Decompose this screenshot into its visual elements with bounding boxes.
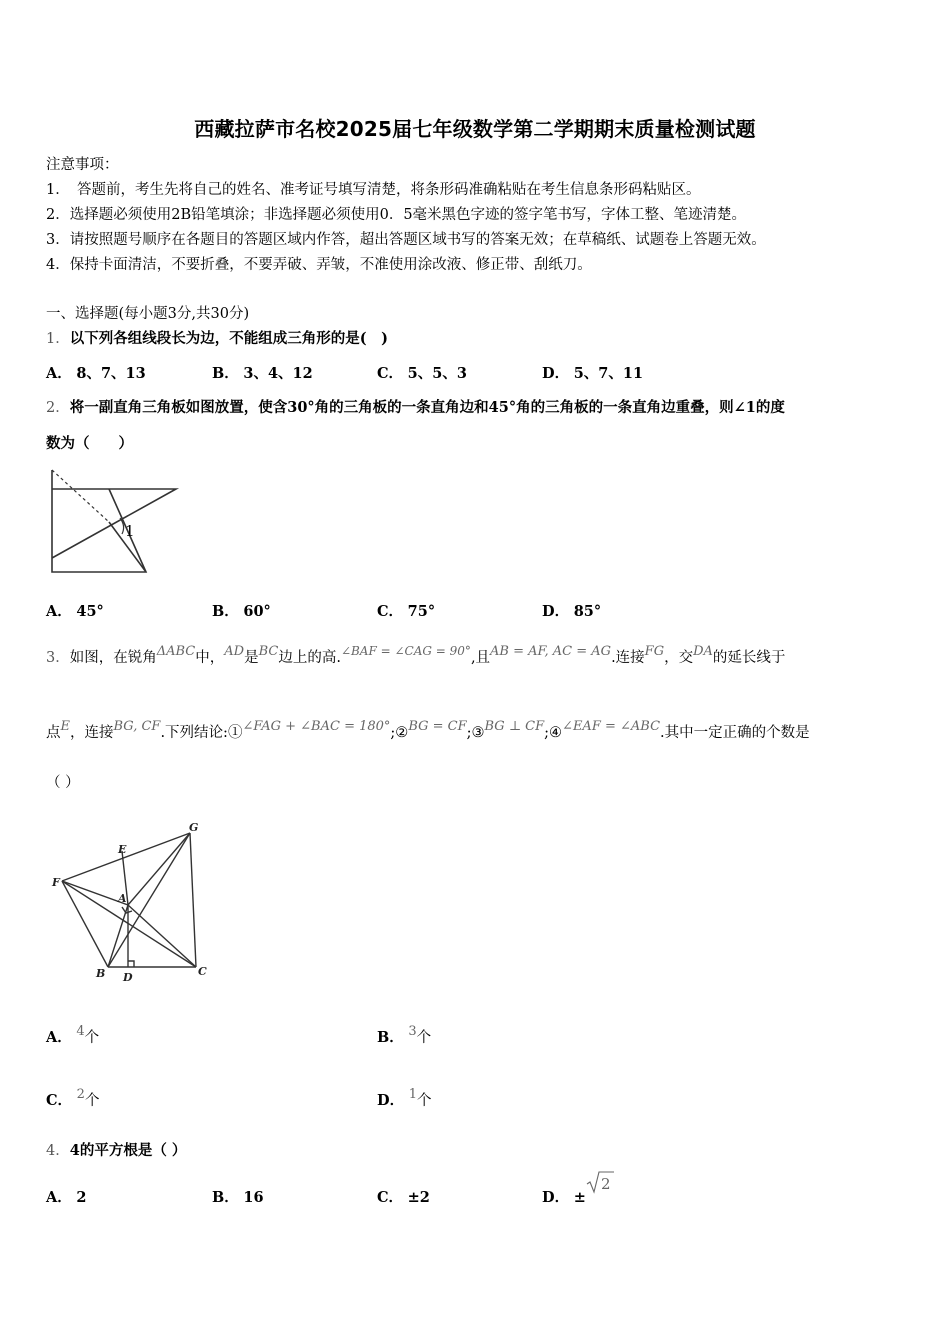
option-unit: 个 [84,1093,100,1109]
math-conclusion-2: BG = CF [408,719,467,734]
triangle-30 [52,470,146,572]
option-label: C． [377,1189,404,1206]
q1-option-c[interactable] [377,362,467,383]
q3-figure [44,815,219,990]
page-title: 西藏拉萨市名校2025届七年级数学第二学期期末质量检测试题 [194,117,756,141]
option-label: B． [212,603,239,620]
math-ad: AD [224,644,245,659]
segment-gc [190,833,196,967]
q3-option-a[interactable] [46,1026,99,1047]
option-value: 60° [243,603,271,620]
notice-heading: 注意事项： [46,157,119,173]
option-label: A． [46,603,72,620]
text-run: 点 [46,725,61,741]
math-conclusion-1: ∠FAG + ∠BAC = 180° [242,719,391,734]
question-2-continued: 数为（ ） [46,435,133,452]
q4-option-d[interactable] [542,1186,586,1207]
q1-option-b[interactable] [212,362,313,383]
text-run: ;③ [466,725,485,741]
text-run: 中， [195,650,225,666]
text-run: 的延长线于 [712,650,786,666]
segment-ag [128,833,190,905]
math-e: E [60,719,70,734]
label-c: C [198,965,207,978]
q4-option-b[interactable] [212,1186,264,1207]
option-value: 3、4、12 [243,365,313,382]
option-value: 75° [407,603,436,620]
text-run: ;④ [544,725,563,741]
option-value: ±2 [407,1189,430,1206]
text-run: .连接 [611,650,645,666]
text-run: 是 [244,650,259,666]
math-fg: FG [644,644,665,659]
option-number: 4 [76,1024,85,1039]
text-run: 边上的高. [278,650,341,666]
q4-option-a[interactable] [46,1186,86,1207]
question-number: 1． [46,331,70,347]
question-1 [46,327,388,348]
question-text: 4的平方根是（ ） [69,1142,187,1159]
question-text: 将一副直角三角板如图放置，使含30°角的三角板的一条直角边和45°角的三角板的一条直角边重叠，则∠1的度 [69,399,785,416]
math-da: DA [693,644,713,659]
q2-option-a[interactable] [46,600,104,621]
option-label: B． [377,1029,404,1046]
notice-item-1: 1． 答题前，考生先将自己的姓名、准考证号填写清楚，将条形码准确粘贴在考生信息条形码粘贴区。 [46,182,701,198]
option-label: C． [46,1092,73,1109]
option-label: C． [377,365,404,382]
label-d: D [123,971,133,984]
option-label: A． [46,1189,72,1206]
segment-fg [62,833,190,881]
label-e: E [118,843,127,856]
option-label: A． [46,1029,72,1046]
option-unit: 个 [84,1030,100,1046]
segment-ab [108,905,128,967]
option-number: 1 [408,1087,417,1102]
q3-option-d[interactable] [377,1089,431,1110]
label-g: G [189,821,199,834]
option-label: D． [542,603,570,620]
angle-1-label: 1 [125,522,135,540]
math-bg-cf: BG, CF [113,719,161,734]
option-value: 8、7、13 [76,365,146,382]
text-run: .下列结论:① [160,725,243,741]
q4-option-c[interactable] [377,1186,430,1207]
option-number: 2 [76,1087,85,1102]
segment-ac [128,905,196,967]
text-run: ,且 [470,650,491,666]
text-run: .其中一定正确的个数是 [660,725,810,741]
math-bc: BC [258,644,279,659]
option-value: 45° [76,603,104,620]
right-angle-mark-d [128,961,134,967]
option-value: 2 [76,1189,87,1206]
option-label: C． [377,603,404,620]
section-heading: 一、选择题(每小题3分,共30分) [46,306,250,322]
option-label: D． [542,1189,570,1206]
q2-option-c[interactable] [377,600,435,621]
text-run: ，交 [664,650,694,666]
segment-fb [62,881,108,967]
question-number: 3． [46,650,70,666]
label-b: B [96,967,106,980]
question-4 [46,1139,186,1160]
q2-option-b[interactable] [212,600,271,621]
math-triangle-abc: ΔABC [156,644,196,659]
question-text: 以下列各组线段长为边，不能组成三角形的是( ) [69,330,388,347]
option-label: A． [46,365,72,382]
segment-fc [62,881,196,967]
option-unit: 个 [416,1030,432,1046]
text-run: ，连接 [70,725,114,741]
radicand: 2 [601,1175,611,1193]
text-run: 如图，在锐角 [69,650,157,666]
option-value: 5、7、11 [573,365,644,382]
option-value: 5、5、3 [407,365,467,382]
math-side-condition: AB = AF, AC = AG [490,644,612,659]
option-label: B． [212,365,239,382]
q2-figure [44,466,184,578]
question-number: 2． [46,400,70,416]
option-value: ± [573,1189,586,1206]
notice-item-4: 4．保持卡面清洁，不要折叠，不要弄破、弄皱，不准使用涂改液、修正带、刮纸刀。 [46,257,592,273]
dashed-hypotenuse [52,470,109,522]
option-number: 3 [408,1024,417,1039]
text-run: ;② [390,725,409,741]
q3-option-b[interactable] [377,1026,431,1047]
math-angle-condition: ∠BAF = ∠CAG = 90° [340,644,471,658]
option-value: 85° [573,603,602,620]
notice-item-3: 3．请按照题号顺序在各题目的答题区域内作答，超出答题区域书写的答案无效；在草稿纸、试题卷上答题无效。 [46,232,766,248]
label-f: F [52,876,60,889]
q2-option-d[interactable] [542,600,601,621]
sqrt-2-math [586,1170,616,1196]
option-value: 16 [243,1189,264,1206]
question-2 [46,396,785,417]
question-number: 4． [46,1143,70,1159]
option-label: B． [212,1189,239,1206]
label-a: A [118,892,127,905]
question-3-line-2 [46,721,810,742]
math-conclusion-3: BG ⊥ CF [484,719,545,734]
option-label: D． [542,365,570,382]
option-unit: 个 [416,1093,432,1109]
option-label: D． [377,1092,405,1109]
q3-option-c[interactable] [46,1089,99,1110]
math-conclusion-4: ∠EAF = ∠ABC [562,719,661,734]
notice-item-2: 2．选择题必须使用2B铅笔填涂；非选择题必须使用0．5毫米黑色字迹的签字笔书写，字体工整、笔迹清楚。 [46,207,747,223]
question-3 [46,646,785,667]
question-3-answer-blank: （ ） [46,775,80,791]
q1-option-d[interactable] [542,362,643,383]
q1-option-a[interactable] [46,362,146,383]
